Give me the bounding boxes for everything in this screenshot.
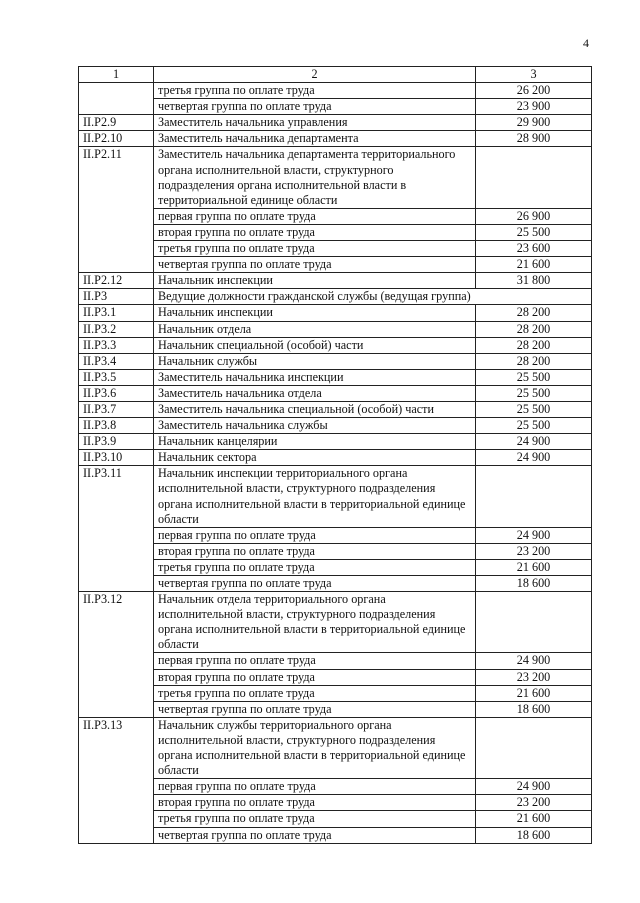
row-value: 25 500 bbox=[476, 385, 592, 401]
row-value: 23 200 bbox=[476, 669, 592, 685]
row-value: 26 200 bbox=[476, 83, 592, 99]
table-row bbox=[79, 434, 592, 450]
row-code: II.Р3.8 bbox=[79, 418, 154, 434]
row-name: Начальник отдела bbox=[154, 321, 476, 337]
table-row bbox=[79, 289, 592, 305]
table-row bbox=[79, 131, 592, 147]
row-value: 26 900 bbox=[476, 208, 592, 224]
row-value: 28 200 bbox=[476, 305, 592, 321]
row-name: Начальник сектора bbox=[154, 450, 476, 466]
row-code bbox=[79, 257, 154, 273]
row-name: Начальник службы bbox=[154, 353, 476, 369]
row-name: четвертая группа по оплате труда bbox=[154, 257, 476, 273]
row-name: третья группа по оплате труда bbox=[154, 83, 476, 99]
table-row bbox=[79, 385, 592, 401]
table-row bbox=[79, 257, 592, 273]
row-code bbox=[79, 811, 154, 827]
row-code: II.Р2.11 bbox=[79, 147, 154, 208]
row-code: II.Р2.12 bbox=[79, 273, 154, 289]
row-name: Начальник специальной (особой) части bbox=[154, 337, 476, 353]
row-name: Начальник канцелярии bbox=[154, 434, 476, 450]
row-value bbox=[476, 147, 592, 208]
row-value: 28 200 bbox=[476, 337, 592, 353]
row-name: Заместитель начальника департамента bbox=[154, 131, 476, 147]
row-name: третья группа по оплате труда bbox=[154, 811, 476, 827]
row-code bbox=[79, 83, 154, 99]
row-name: вторая группа по оплате труда bbox=[154, 795, 476, 811]
table-row bbox=[79, 418, 592, 434]
row-code bbox=[79, 795, 154, 811]
row-name: вторая группа по оплате труда bbox=[154, 224, 476, 240]
table-row bbox=[79, 701, 592, 717]
header-col-3: 3 bbox=[476, 67, 592, 83]
row-value: 29 900 bbox=[476, 115, 592, 131]
row-value: 21 600 bbox=[476, 685, 592, 701]
table-row bbox=[79, 592, 592, 653]
row-code: II.Р3 bbox=[79, 289, 154, 305]
row-code: II.Р3.12 bbox=[79, 592, 154, 653]
row-code: II.Р3.11 bbox=[79, 466, 154, 527]
row-name: Заместитель начальника инспекции bbox=[154, 369, 476, 385]
row-value: 28 900 bbox=[476, 131, 592, 147]
row-name: четвертая группа по оплате труда bbox=[154, 827, 476, 843]
row-code: II.Р3.10 bbox=[79, 450, 154, 466]
row-value: 25 500 bbox=[476, 418, 592, 434]
table-row bbox=[79, 811, 592, 827]
row-code: II.Р3.2 bbox=[79, 321, 154, 337]
row-name: Ведущие должности гражданской службы (ведущая группа) bbox=[154, 289, 592, 305]
page-number: 4 bbox=[583, 36, 589, 50]
row-code bbox=[79, 653, 154, 669]
row-name: Заместитель начальника управления bbox=[154, 115, 476, 131]
row-value: 28 200 bbox=[476, 321, 592, 337]
table-row bbox=[79, 543, 592, 559]
row-code bbox=[79, 559, 154, 575]
table-row bbox=[79, 466, 592, 527]
row-name: вторая группа по оплате труда bbox=[154, 669, 476, 685]
table-row bbox=[79, 305, 592, 321]
row-name: первая группа по оплате труда bbox=[154, 527, 476, 543]
row-value: 18 600 bbox=[476, 827, 592, 843]
row-code bbox=[79, 701, 154, 717]
row-value: 24 900 bbox=[476, 653, 592, 669]
row-code bbox=[79, 99, 154, 115]
row-name: четвертая группа по оплате труда bbox=[154, 576, 476, 592]
row-value: 28 200 bbox=[476, 353, 592, 369]
table-row bbox=[79, 208, 592, 224]
table-row bbox=[79, 559, 592, 575]
table-row bbox=[79, 669, 592, 685]
row-name: Начальник отдела территориального органа исполнительной власти, структурного подразделения органа исполнительной власти в территориальной единице области bbox=[154, 592, 476, 653]
row-name: Начальник службы территориального органа исполнительной власти, структурного подразделения органа исполнительной власти в территориальной единице области bbox=[154, 717, 476, 778]
row-name: вторая группа по оплате труда bbox=[154, 543, 476, 559]
row-code: II.Р2.9 bbox=[79, 115, 154, 131]
row-value: 24 900 bbox=[476, 527, 592, 543]
row-value: 24 900 bbox=[476, 450, 592, 466]
row-value: 25 500 bbox=[476, 224, 592, 240]
header-col-1: 1 bbox=[79, 67, 154, 83]
table-row bbox=[79, 241, 592, 257]
table-row bbox=[79, 224, 592, 240]
row-code: II.Р3.5 bbox=[79, 369, 154, 385]
table-row bbox=[79, 99, 592, 115]
table-row bbox=[79, 337, 592, 353]
row-value: 23 200 bbox=[476, 795, 592, 811]
row-name: Заместитель начальника департамента территориального органа исполнительной власти, структурного подразделения органа исполнительной власти в территориальной единице области bbox=[154, 147, 476, 208]
row-value: 24 900 bbox=[476, 434, 592, 450]
table-row bbox=[79, 527, 592, 543]
row-code bbox=[79, 241, 154, 257]
table-row bbox=[79, 273, 592, 289]
table-row bbox=[79, 147, 592, 208]
row-name: третья группа по оплате труда bbox=[154, 685, 476, 701]
row-value: 24 900 bbox=[476, 779, 592, 795]
row-code bbox=[79, 224, 154, 240]
row-code bbox=[79, 527, 154, 543]
table-row bbox=[79, 717, 592, 778]
row-value: 23 900 bbox=[476, 99, 592, 115]
table-row bbox=[79, 401, 592, 417]
row-code: II.Р3.3 bbox=[79, 337, 154, 353]
row-name: первая группа по оплате труда bbox=[154, 208, 476, 224]
table-header-row bbox=[79, 67, 592, 83]
row-code bbox=[79, 669, 154, 685]
row-code bbox=[79, 779, 154, 795]
row-code: II.Р3.6 bbox=[79, 385, 154, 401]
row-name: четвертая группа по оплате труда bbox=[154, 701, 476, 717]
row-code: II.Р3.1 bbox=[79, 305, 154, 321]
row-value: 21 600 bbox=[476, 257, 592, 273]
row-name: Заместитель начальника отдела bbox=[154, 385, 476, 401]
row-code bbox=[79, 576, 154, 592]
row-code: II.Р3.9 bbox=[79, 434, 154, 450]
row-value bbox=[476, 717, 592, 778]
row-name: четвертая группа по оплате труда bbox=[154, 99, 476, 115]
row-code: II.Р3.4 bbox=[79, 353, 154, 369]
table-row bbox=[79, 353, 592, 369]
table-row bbox=[79, 576, 592, 592]
table-row bbox=[79, 827, 592, 843]
row-code: II.Р2.10 bbox=[79, 131, 154, 147]
row-value: 31 800 bbox=[476, 273, 592, 289]
table-row bbox=[79, 83, 592, 99]
row-value bbox=[476, 592, 592, 653]
row-value: 18 600 bbox=[476, 701, 592, 717]
row-code bbox=[79, 827, 154, 843]
row-code: II.Р3.7 bbox=[79, 401, 154, 417]
row-name: первая группа по оплате труда bbox=[154, 779, 476, 795]
row-name: Начальник инспекции территориального органа исполнительной власти, структурного подразделения органа исполнительной власти в территориальной единице области bbox=[154, 466, 476, 527]
row-name: первая группа по оплате труда bbox=[154, 653, 476, 669]
header-col-2: 2 bbox=[154, 67, 476, 83]
row-code bbox=[79, 685, 154, 701]
table-row bbox=[79, 779, 592, 795]
row-value: 21 600 bbox=[476, 559, 592, 575]
salary-table bbox=[78, 66, 592, 844]
row-name: третья группа по оплате труда bbox=[154, 559, 476, 575]
row-value: 18 600 bbox=[476, 576, 592, 592]
table-row bbox=[79, 321, 592, 337]
table-row bbox=[79, 115, 592, 131]
row-name: Заместитель начальника службы bbox=[154, 418, 476, 434]
row-value: 25 500 bbox=[476, 401, 592, 417]
table-row bbox=[79, 369, 592, 385]
row-name: Заместитель начальника специальной (особой) части bbox=[154, 401, 476, 417]
row-value: 23 200 bbox=[476, 543, 592, 559]
row-value: 23 600 bbox=[476, 241, 592, 257]
row-name: Начальник инспекции bbox=[154, 305, 476, 321]
row-code bbox=[79, 208, 154, 224]
row-value bbox=[476, 466, 592, 527]
row-value: 21 600 bbox=[476, 811, 592, 827]
row-name: третья группа по оплате труда bbox=[154, 241, 476, 257]
row-code: II.Р3.13 bbox=[79, 717, 154, 778]
table-row bbox=[79, 653, 592, 669]
row-value: 25 500 bbox=[476, 369, 592, 385]
table-row bbox=[79, 450, 592, 466]
row-name: Начальник инспекции bbox=[154, 273, 476, 289]
table-row bbox=[79, 795, 592, 811]
row-code bbox=[79, 543, 154, 559]
table-row bbox=[79, 685, 592, 701]
